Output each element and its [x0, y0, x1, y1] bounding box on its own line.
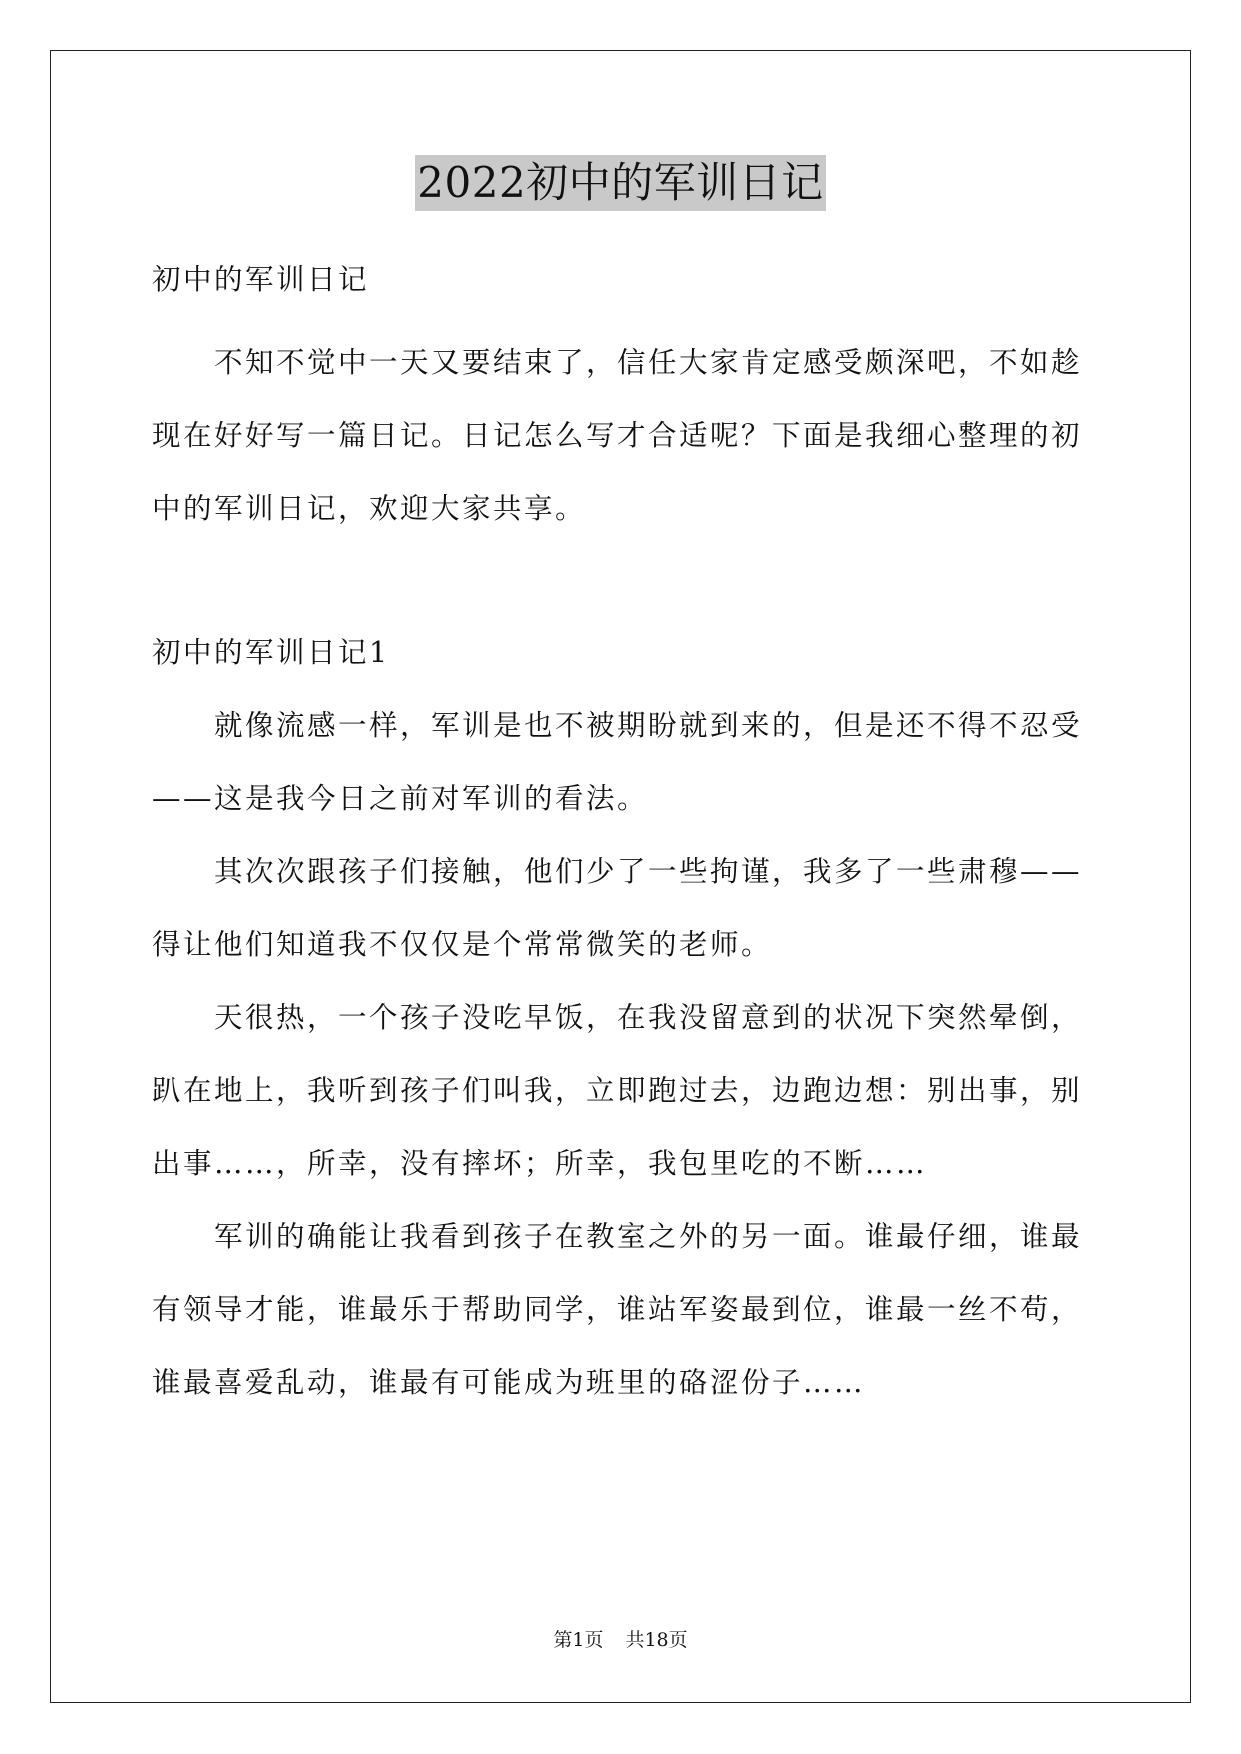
paragraph-line: 趴在地上，我听到孩子们叫我，立即跑过去，边跑边想：别出事，别 [152, 1074, 1083, 1107]
paragraph-line: 其次次跟孩子们接触，他们少了一些拘谨，我多了一些肃穆—— [152, 855, 1083, 888]
title-container [0, 155, 1241, 211]
paragraph-line: 军训的确能让我看到孩子在教室之外的另一面。谁最仔细，谁最 [152, 1220, 1083, 1253]
paragraph-line: ——这是我今日之前对军训的看法。 [152, 782, 649, 815]
section-heading: 初中的军训日记1 [152, 636, 390, 669]
document-body [152, 260, 1092, 1403]
paragraph-line: 中的军训日记，欢迎大家共享。 [152, 492, 587, 525]
paragraph-line: 不知不觉中一天又要结束了，信任大家肯定感受颇深吧，不如趁 [152, 346, 1083, 379]
subtitle-line: 初中的军训日记 [152, 263, 370, 296]
page-footer [0, 1628, 1241, 1652]
page-total: 共18页 [625, 1629, 688, 1651]
paragraph-line: 天很热，一个孩子没吃早饭，在我没留意到的状况下突然晕倒， [152, 1001, 1083, 1034]
paragraph-line: 有领导才能，谁最乐于帮助同学，谁站军姿最到位，谁最一丝不苟， [152, 1293, 1083, 1326]
paragraph-line: 出事……，所幸，没有摔坏；所幸，我包里吃的不断…… [152, 1147, 928, 1180]
paragraph-line: 就像流感一样，军训是也不被期盼就到来的，但是还不得不忍受 [152, 709, 1083, 742]
page-number: 第1页 [553, 1629, 604, 1651]
paragraph-line: 得让他们知道我不仅仅是个常常微笑的老师。 [152, 928, 773, 961]
document-title: 2022初中的军训日记 [415, 155, 825, 211]
paragraph-line: 谁最喜爱乱动，谁最有可能成为班里的硌涩份子…… [152, 1366, 866, 1399]
paragraph-line: 现在好好写一篇日记。日记怎么写才合适呢？下面是我细心整理的初 [152, 419, 1083, 452]
